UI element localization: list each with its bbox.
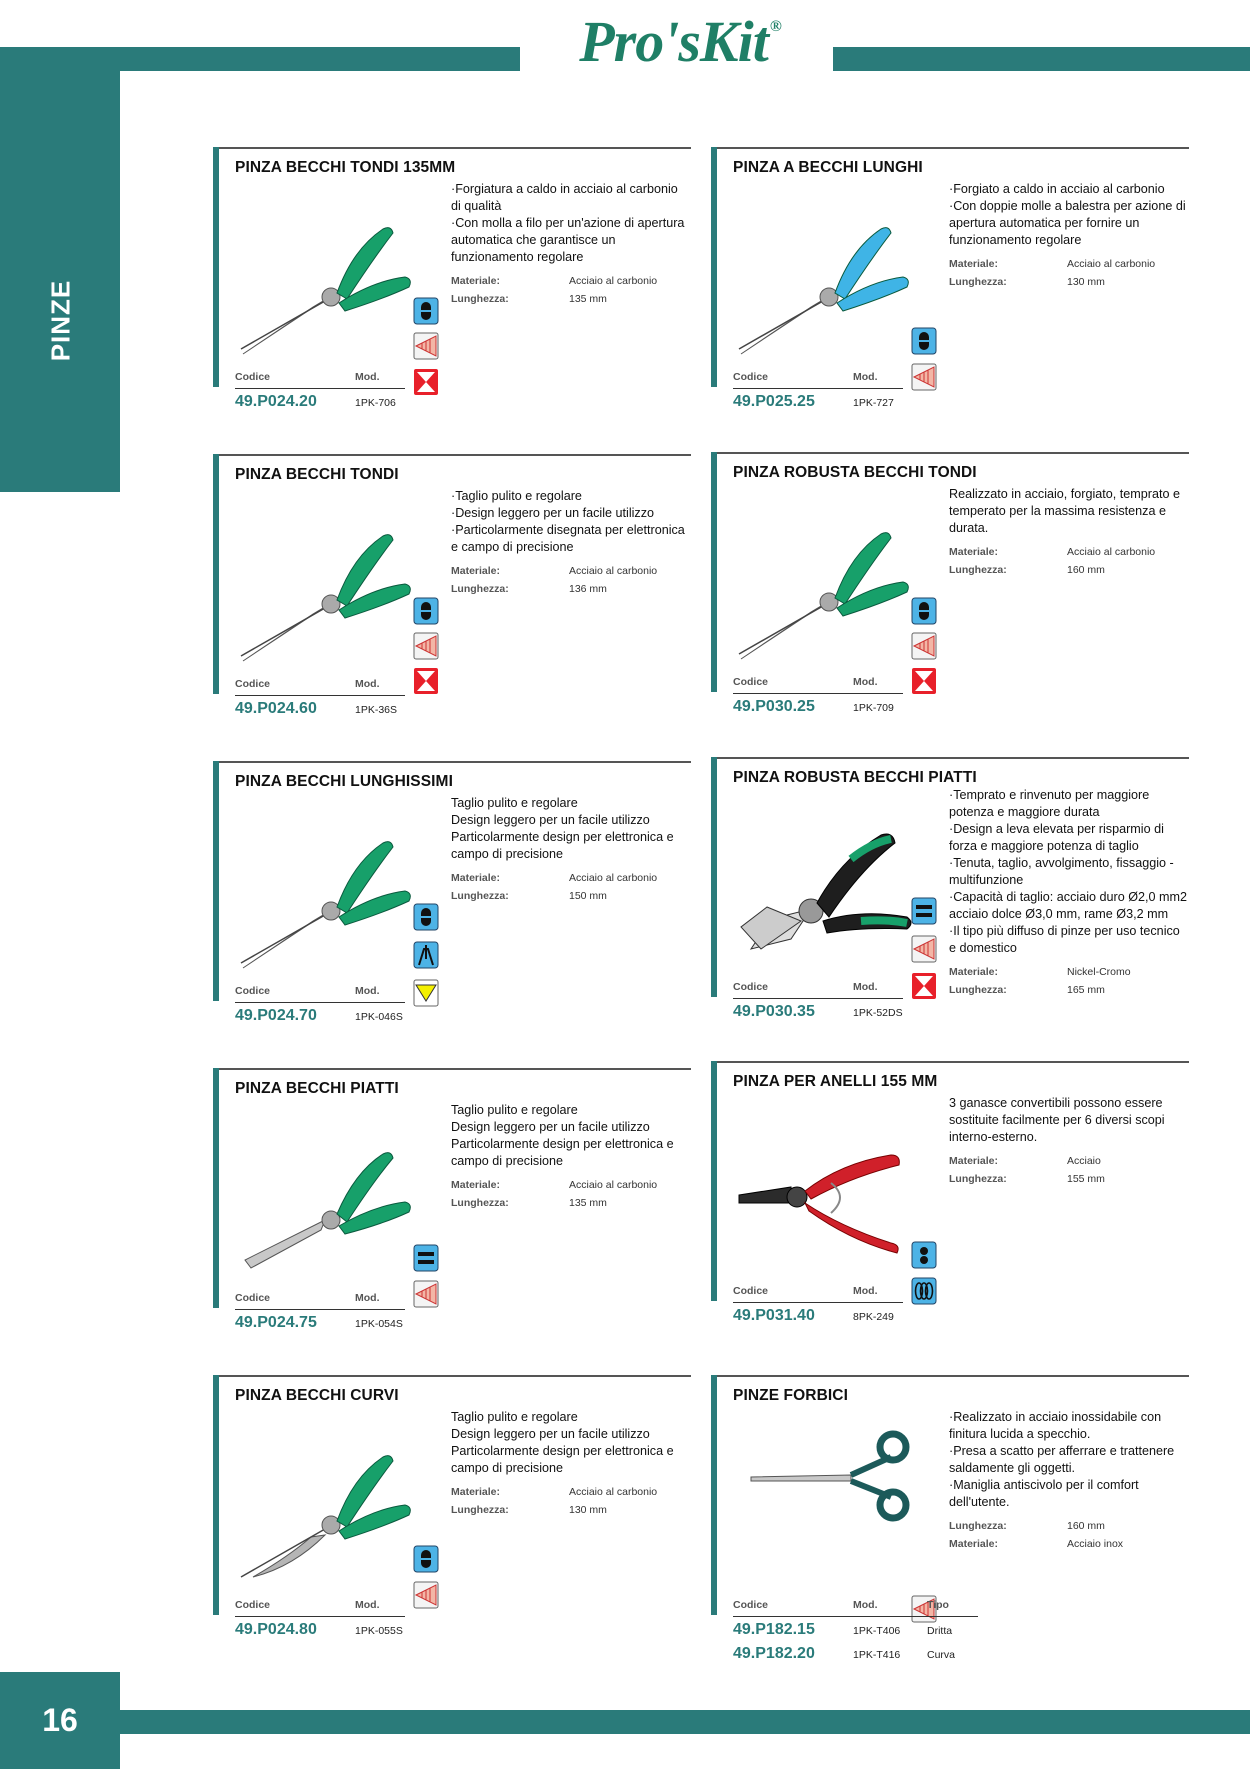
description-line: ·Con molla a filo per un'azione di apertura automatica che garantisce un funzionamento regolare <box>451 216 685 264</box>
card-accent-bar <box>711 452 717 692</box>
card-accent-bar <box>213 1068 219 1308</box>
code-table-rule <box>733 998 903 999</box>
spec-value: 130 mm <box>1067 276 1105 288</box>
description-line: ·Presa a scatto per afferrare e trattenere saldamente gli oggetti. <box>949 1444 1175 1475</box>
code-table <box>235 985 555 1031</box>
type-value: Curva <box>927 1649 956 1661</box>
code-header: Codice <box>235 1599 271 1611</box>
code-header: Codice <box>235 1292 271 1304</box>
description-line: Realizzato in acciaio, forgiato, temprato e temperato per la massima resistenza e durata. <box>949 487 1181 535</box>
code-table-header <box>235 1292 555 1308</box>
spec-list <box>451 562 689 598</box>
product-photo <box>233 189 418 374</box>
spec-key: Materiale: <box>451 565 501 577</box>
model-number: 1PK-055S <box>355 1625 403 1637</box>
spec-value: Acciaio al carbonio <box>569 1486 658 1498</box>
code-header: Codice <box>733 981 769 993</box>
oval-feature-icon <box>413 903 439 941</box>
code-table-header <box>733 1285 1053 1301</box>
code-table <box>235 371 555 417</box>
description-line: ·Forgiatura a caldo in acciaio al carbonio di qualità <box>451 182 678 213</box>
code-row <box>235 700 555 724</box>
code-table <box>733 676 1053 722</box>
tipo-header: Tipo <box>927 1599 949 1611</box>
description-line: ·Temprato e rinvenuto per maggiore potenza e maggiore durata <box>949 788 1150 819</box>
mod-header: Mod. <box>355 371 380 383</box>
cone-feature-icon <box>911 632 937 670</box>
card-top-rule <box>213 147 691 149</box>
page-number: 16 <box>0 1672 120 1769</box>
code-table-rule <box>733 1302 903 1303</box>
model-number: 1PK-709 <box>853 702 894 714</box>
description-line: ·Taglio pulito e regolare <box>451 489 582 503</box>
description-line: 3 ganasce convertibili possono essere sostituite facilmente per 6 diversi scopi interno-esterno. <box>949 1096 1165 1144</box>
description-line: Particolarmente design per elettronica e campo di precisione <box>451 1444 674 1475</box>
cone-feature-icon <box>911 935 937 973</box>
code-table-rule <box>235 1002 405 1003</box>
product-code: 49.P025.25 <box>733 393 815 410</box>
product-code: 49.P024.75 <box>235 1314 317 1331</box>
product-description <box>451 181 689 308</box>
code-table-rule <box>733 388 903 389</box>
code-table-rule <box>235 388 405 389</box>
spec-list <box>949 543 1187 579</box>
product-photo <box>731 189 916 374</box>
spec-value: 155 mm <box>1067 1173 1105 1185</box>
product-code: 49.P182.20 <box>733 1645 815 1662</box>
code-table-rule <box>235 695 405 696</box>
product-description <box>949 787 1187 999</box>
oval-feature-icon <box>911 597 937 635</box>
spec-key: Materiale: <box>949 966 999 978</box>
card-top-rule <box>711 1375 1189 1377</box>
product-description <box>949 1409 1187 1553</box>
description-line: ·Con doppie molle a balestra per azione di apertura automatica per fornire un funzionamento regolare <box>949 199 1186 247</box>
product-title: PINZA ROBUSTA BECCHI TONDI <box>733 464 977 481</box>
model-number: 1PK-52DS <box>853 1007 903 1019</box>
spec-row <box>949 963 1187 981</box>
description-line: ·Forgiato a caldo in acciaio al carbonio <box>949 182 1165 196</box>
code-row <box>733 1307 1053 1331</box>
spec-value: 160 mm <box>1067 1520 1105 1532</box>
spec-value: Acciaio inox <box>1067 1538 1124 1550</box>
code-table-rule <box>235 1309 405 1310</box>
card-top-rule <box>711 452 1189 454</box>
product-title: PINZA BECCHI TONDI 135MM <box>235 159 456 176</box>
product-code: 49.P024.60 <box>235 700 317 717</box>
spec-key: Materiale: <box>949 258 999 270</box>
code-table-header <box>235 371 555 387</box>
product-card <box>213 761 691 1051</box>
card-top-rule <box>213 761 691 763</box>
spec-list <box>949 255 1187 291</box>
spec-row <box>451 887 689 905</box>
product-title: PINZA BECCHI PIATTI <box>235 1080 399 1097</box>
card-accent-bar <box>711 1061 717 1301</box>
product-title: PINZA BECCHI TONDI <box>235 466 399 483</box>
code-table-header <box>733 371 1053 387</box>
section-tab <box>0 47 120 492</box>
spec-key: Lunghezza: <box>451 890 509 902</box>
product-card <box>213 454 691 744</box>
code-header: Codice <box>235 371 271 383</box>
oval-feature-icon <box>413 597 439 635</box>
code-table <box>733 1599 1053 1669</box>
description-line: Design leggero per un facile utilizzo <box>451 813 650 827</box>
spec-list <box>949 1152 1187 1188</box>
spec-list <box>451 869 689 905</box>
description-line: ·Design leggero per un facile utilizzo <box>451 506 655 520</box>
spec-list <box>949 1517 1187 1553</box>
card-accent-bar <box>213 761 219 1001</box>
spec-row <box>451 1194 689 1212</box>
code-table <box>235 1292 555 1338</box>
description-line: Taglio pulito e regolare <box>451 1410 578 1424</box>
description-line: ·Capacità di taglio: acciaio duro Ø2,0 mm2 acciaio dolce Ø3,0 mm, rame Ø3,2 mm <box>949 890 1187 921</box>
description-line: ·Tenuta, taglio, avvolgimento, fissaggio - multifunzione <box>949 856 1174 887</box>
card-top-rule <box>213 1068 691 1070</box>
code-row <box>733 698 1053 722</box>
product-description <box>451 795 689 905</box>
description-line: ·Maniglia antiscivolo per il comfort dell'utente. <box>949 1478 1139 1509</box>
spec-value: Acciaio al carbonio <box>1067 546 1156 558</box>
spec-key: Lunghezza: <box>451 1504 509 1516</box>
product-title: PINZE FORBICI <box>733 1387 848 1404</box>
spec-key: Materiale: <box>949 1155 999 1167</box>
spec-row <box>949 1517 1187 1535</box>
spec-row <box>451 1176 689 1194</box>
spec-row <box>949 543 1187 561</box>
code-table <box>733 371 1053 417</box>
model-number: 8PK-249 <box>853 1311 894 1323</box>
card-top-rule <box>711 147 1189 149</box>
product-code: 49.P030.35 <box>733 1003 815 1020</box>
product-description <box>949 486 1187 579</box>
card-accent-bar <box>213 1375 219 1615</box>
product-photo <box>233 496 418 681</box>
product-photo <box>233 803 418 988</box>
code-row <box>733 1645 1053 1669</box>
spec-row <box>451 272 689 290</box>
product-card <box>711 757 1189 1047</box>
mod-header: Mod. <box>853 1285 878 1297</box>
code-table <box>235 1599 555 1645</box>
dot-feature-icon <box>911 1241 937 1279</box>
mod-header: Mod. <box>853 371 878 383</box>
spec-key: Materiale: <box>451 275 501 287</box>
tip-feature-icon <box>413 941 439 979</box>
model-number: 1PK-706 <box>355 397 396 409</box>
code-row <box>733 1621 1053 1645</box>
spec-row <box>949 1152 1187 1170</box>
mod-header: Mod. <box>355 985 380 997</box>
product-photo <box>731 494 916 679</box>
code-table-header <box>235 985 555 1001</box>
spec-key: Lunghezza: <box>451 1197 509 1209</box>
spec-row <box>949 1170 1187 1188</box>
mod-header: Mod. <box>853 676 878 688</box>
card-accent-bar <box>711 1375 717 1615</box>
spec-row <box>949 255 1187 273</box>
product-description <box>451 1409 689 1519</box>
spec-row <box>451 1483 689 1501</box>
oval-feature-icon <box>413 1545 439 1583</box>
product-code: 49.P182.15 <box>733 1621 815 1638</box>
model-number: 1PK-36S <box>355 704 398 716</box>
spec-value: Acciaio <box>1067 1155 1101 1167</box>
mod-header: Mod. <box>355 1292 380 1304</box>
code-header: Codice <box>235 985 271 997</box>
card-top-rule <box>213 1375 691 1377</box>
card-top-rule <box>213 454 691 456</box>
model-number: 1PK-T406 <box>853 1625 901 1637</box>
code-header: Codice <box>733 1599 769 1611</box>
product-card <box>711 1375 1189 1665</box>
spec-value: 160 mm <box>1067 564 1105 576</box>
spec-value: Acciaio al carbonio <box>569 275 658 287</box>
product-photo <box>731 1417 916 1602</box>
mod-header: Mod. <box>355 1599 380 1611</box>
spec-key: Lunghezza: <box>949 276 1007 288</box>
spec-value: 135 mm <box>569 1197 607 1209</box>
spec-key: Materiale: <box>949 1538 999 1550</box>
product-card <box>213 147 691 437</box>
product-card <box>711 1061 1189 1351</box>
spec-row <box>949 561 1187 579</box>
code-header: Codice <box>235 678 271 690</box>
code-table-header <box>733 1599 1053 1615</box>
product-code: 49.P024.80 <box>235 1621 317 1638</box>
code-table-rule <box>235 1616 405 1617</box>
card-accent-bar <box>711 147 717 387</box>
spec-value: 135 mm <box>569 293 607 305</box>
section-label: PINZE <box>45 279 76 361</box>
card-accent-bar <box>213 147 219 387</box>
product-title: PINZA A BECCHI LUNGHI <box>733 159 923 176</box>
product-photo <box>731 799 916 984</box>
code-table-header <box>733 676 1053 692</box>
product-title: PINZA BECCHI LUNGHISSIMI <box>235 773 453 790</box>
spec-row <box>451 562 689 580</box>
mod-header: Mod. <box>355 678 380 690</box>
description-line: Taglio pulito e regolare <box>451 796 578 810</box>
flat-feature-icon <box>911 897 937 935</box>
product-title: PINZA ROBUSTA BECCHI PIATTI <box>733 769 977 786</box>
product-code: 49.P024.70 <box>235 1007 317 1024</box>
spec-value: Acciaio al carbonio <box>569 565 658 577</box>
code-row <box>235 1314 555 1338</box>
cone-feature-icon <box>413 332 439 370</box>
brand-logo: Pro'sKit ® <box>579 8 781 74</box>
description-line: Particolarmente design per elettronica e campo di precisione <box>451 830 674 861</box>
code-row <box>235 1007 555 1031</box>
product-description <box>949 181 1187 291</box>
product-card <box>711 147 1189 437</box>
model-number: 1PK-T416 <box>853 1649 901 1661</box>
code-table <box>733 1285 1053 1331</box>
spec-key: Materiale: <box>949 546 999 558</box>
product-code: 49.P030.25 <box>733 698 815 715</box>
flat-feature-icon <box>413 1244 439 1282</box>
description-line: ·Realizzato in acciaio inossidabile con finitura lucida a specchio. <box>949 1410 1162 1441</box>
mod-header: Mod. <box>853 1599 878 1611</box>
code-table-header <box>733 981 1053 997</box>
code-row <box>733 393 1053 417</box>
code-table-rule <box>733 1616 978 1617</box>
code-table-header <box>235 1599 555 1615</box>
spec-row <box>949 1535 1187 1553</box>
model-number: 1PK-727 <box>853 397 894 409</box>
spec-value: Acciaio al carbonio <box>1067 258 1156 270</box>
spec-value: 150 mm <box>569 890 607 902</box>
spec-row <box>451 869 689 887</box>
description-line: ·Particolarmente disegnata per elettronica e campo di precisione <box>451 523 685 554</box>
product-card <box>213 1375 691 1665</box>
description-line: ·Design a leva elevata per risparmio di forza e maggiore potenza di taglio <box>949 822 1164 853</box>
spec-list <box>451 1483 689 1519</box>
spec-value: 165 mm <box>1067 984 1105 996</box>
description-line: Taglio pulito e regolare <box>451 1103 578 1117</box>
product-photo <box>731 1103 916 1288</box>
oval-feature-icon <box>413 297 439 335</box>
product-title: PINZA BECCHI CURVI <box>235 1387 399 1404</box>
code-header: Codice <box>733 1285 769 1297</box>
spec-value: Acciaio al carbonio <box>569 1179 658 1191</box>
code-table <box>733 981 1053 1027</box>
spec-value: 136 mm <box>569 583 607 595</box>
product-description <box>949 1095 1187 1188</box>
footer-bar <box>120 1710 1250 1734</box>
spec-key: Materiale: <box>451 872 501 884</box>
description-line: Particolarmente design per elettronica e campo di precisione <box>451 1137 674 1168</box>
card-top-rule <box>711 757 1189 759</box>
header-bar-right <box>833 47 1250 71</box>
code-table <box>235 678 555 724</box>
spec-row <box>451 580 689 598</box>
spec-key: Materiale: <box>451 1179 501 1191</box>
code-row <box>733 1003 1053 1027</box>
code-table-header <box>235 678 555 694</box>
spec-key: Lunghezza: <box>949 1520 1007 1532</box>
spec-key: Lunghezza: <box>451 293 509 305</box>
spec-key: Lunghezza: <box>949 564 1007 576</box>
description-line: Design leggero per un facile utilizzo <box>451 1120 650 1134</box>
spec-value: 130 mm <box>569 1504 607 1516</box>
code-table-rule <box>733 693 903 694</box>
code-row <box>235 393 555 417</box>
product-card <box>711 452 1189 742</box>
spec-row <box>949 273 1187 291</box>
code-header: Codice <box>733 371 769 383</box>
description-line: ·Il tipo più diffuso di pinze per uso tecnico e domestico <box>949 924 1180 955</box>
spec-value: Acciaio al carbonio <box>569 872 658 884</box>
product-card <box>213 1068 691 1358</box>
description-line: Design leggero per un facile utilizzo <box>451 1427 650 1441</box>
card-accent-bar <box>213 454 219 694</box>
oval-feature-icon <box>911 327 937 365</box>
code-header: Codice <box>733 676 769 688</box>
spec-list <box>451 272 689 308</box>
spec-key: Lunghezza: <box>949 1173 1007 1185</box>
spec-value: Nickel-Cromo <box>1067 966 1131 978</box>
card-accent-bar <box>711 757 717 997</box>
spec-key: Lunghezza: <box>949 984 1007 996</box>
product-title: PINZA PER ANELLI 155 MM <box>733 1073 938 1090</box>
product-description <box>451 1102 689 1212</box>
model-number: 1PK-054S <box>355 1318 403 1330</box>
product-description <box>451 488 689 598</box>
product-photo <box>233 1417 418 1602</box>
product-photo <box>233 1110 418 1295</box>
product-code: 49.P024.20 <box>235 393 317 410</box>
card-top-rule <box>711 1061 1189 1063</box>
spec-key: Materiale: <box>451 1486 501 1498</box>
type-value: Dritta <box>927 1625 953 1637</box>
spec-row <box>451 1501 689 1519</box>
spec-row <box>451 290 689 308</box>
cone-feature-icon <box>413 632 439 670</box>
model-number: 1PK-046S <box>355 1011 403 1023</box>
spec-key: Lunghezza: <box>451 583 509 595</box>
spec-list <box>451 1176 689 1212</box>
code-row <box>235 1621 555 1645</box>
mod-header: Mod. <box>853 981 878 993</box>
product-code: 49.P031.40 <box>733 1307 815 1324</box>
